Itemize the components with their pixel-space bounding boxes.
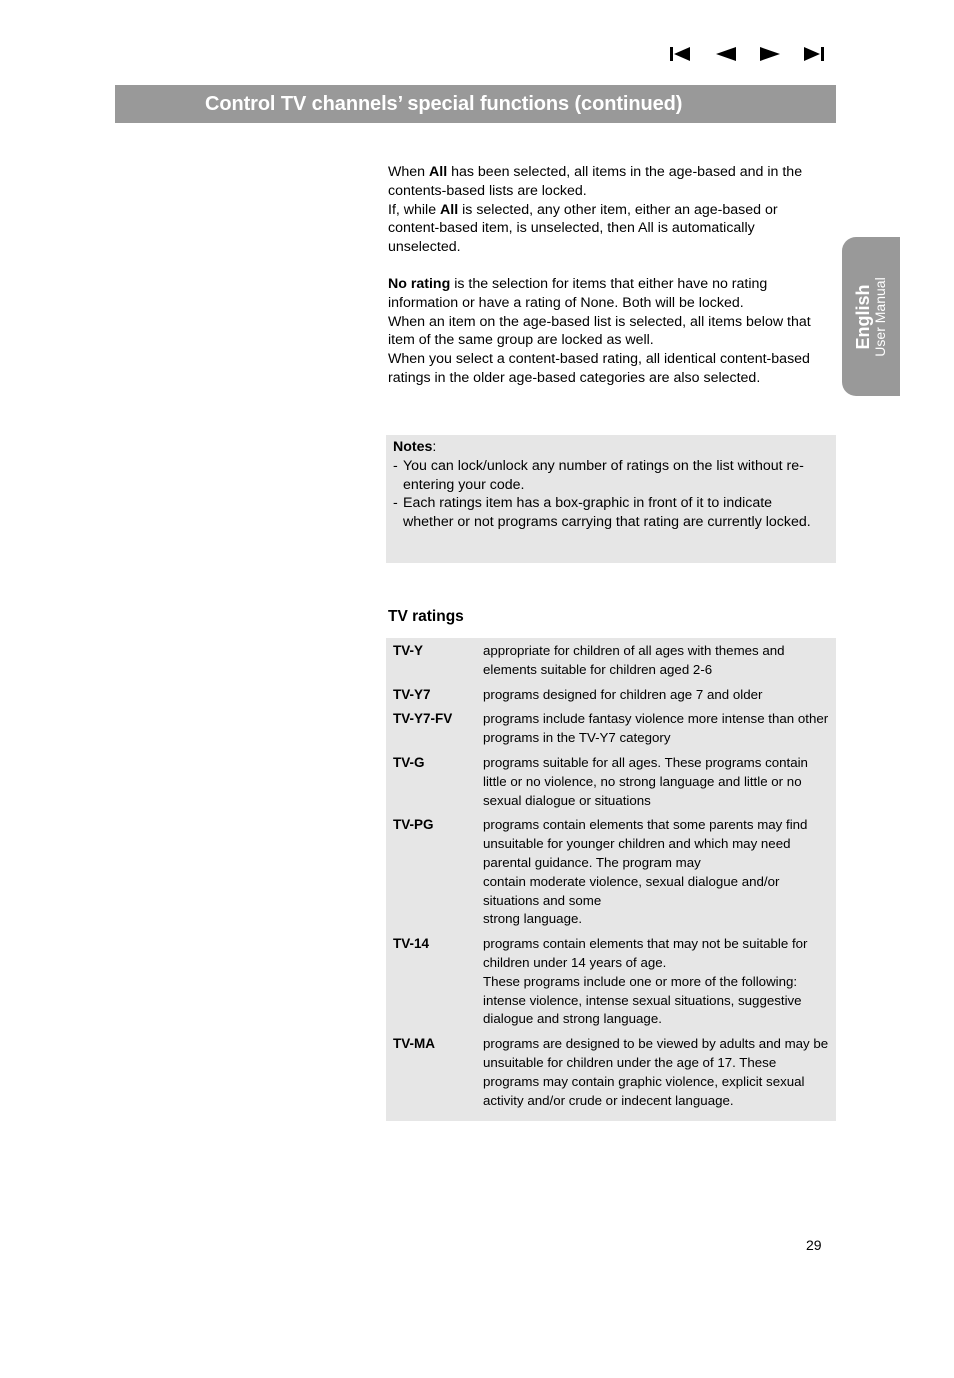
rating-description-line: programs suitable for all ages. These programs contain little or no violence, no strong language and little or no sexual dialogue or situations [483, 754, 808, 808]
no-rating-paragraph: No rating is the selection for items that either have no rating information or have a rating of None. Both will be locked. When an item on the age-based list is selected, all items below that item of the same group are locked as well. When you select a content-based rating, all identical content-based ratings in the older age-based categories are also selected. [388, 276, 811, 386]
note-text: Each ratings item has a box-graphic in front of it to indicate whether or not programs carrying that rating are currently locked. [403, 495, 811, 531]
rating-row [393, 710, 830, 748]
rating-row [393, 754, 830, 810]
tv-ratings-table [386, 638, 836, 1121]
notes-box: Notes: - You can lock/unlock any number of ratings on the list without re-entering your code. - Each ratings item has a box-graphic in front of it to indicate whether or not programs carrying that rating are currently locked. [386, 435, 836, 563]
language-label: English [853, 284, 873, 350]
all-term: All [429, 164, 448, 180]
rating-description-line: strong language. [483, 911, 583, 927]
previous-icon[interactable] [714, 42, 738, 66]
skip-to-first-icon[interactable] [668, 42, 692, 66]
note-item [393, 457, 822, 495]
next-icon[interactable] [758, 42, 782, 66]
rating-description [483, 642, 830, 680]
rating-row [393, 642, 830, 680]
all-selection-paragraph: When All has been selected, all items in the age-based and in the contents-based lists are locked. If, while All is selected, any other item, either an age-based or content-based item, is unselected, then All is automatically unselected. [388, 164, 803, 256]
rating-description [483, 686, 830, 705]
notes-list [393, 457, 822, 532]
rating-code: TV-Y7 [393, 686, 431, 702]
manual-label: User Manual [872, 277, 888, 357]
rating-row [393, 686, 830, 705]
notes-heading: Notes [393, 439, 433, 455]
rating-description [483, 710, 830, 748]
rating-row [393, 816, 830, 929]
page-navigation [668, 42, 830, 66]
rating-code: TV-Y [393, 643, 424, 658]
rating-description-line: These programs include one or more of the following: intense violence, intense sexual situations, suggestive dialogue and strong language. [483, 973, 802, 1027]
rating-code: TV-G [393, 754, 425, 770]
rating-description-line: programs contain elements that may not be suitable for children under 14 years of age. [483, 936, 808, 970]
rating-description [483, 1035, 830, 1110]
rating-description-line: programs designed for children age 7 and older [483, 686, 763, 702]
rating-description-line: appropriate for children of all ages with themes and elements suitable for children aged 2-6 [483, 643, 785, 677]
language-side-tab [842, 237, 900, 396]
rating-description-line: contain moderate violence, sexual dialogue and/or situations and some [483, 873, 780, 908]
rating-description-line: programs contain elements that some parents may find unsuitable for younger children and which may need parental guidance. The program may [483, 817, 808, 870]
rating-description [483, 754, 830, 810]
rating-description [483, 816, 830, 929]
rating-code: TV-MA [393, 1036, 435, 1052]
rating-row [393, 935, 830, 1029]
rating-description [483, 935, 830, 1029]
page-number: 29 [806, 1237, 822, 1253]
tv-ratings-title: TV ratings [388, 608, 464, 625]
all-term: All [440, 201, 459, 218]
rating-code: TV-Y7-FV [393, 711, 453, 727]
header-bar [115, 85, 836, 123]
note-bullet: - [393, 457, 398, 474]
no-rating-term: No rating [388, 276, 451, 292]
rating-row [393, 1035, 830, 1110]
note-text: You can lock/unlock any number of ratings on the list without re-entering your code. [403, 457, 804, 493]
skip-to-last-icon[interactable] [802, 42, 826, 66]
page-title: Control TV channels’ special functions (continued) [205, 93, 683, 115]
rating-description-line: programs are designed to be viewed by adults and may be unsuitable for children under the age of 17. These programs may contain graphic violence, explicit sexual activity and/or crude or indecent language. [483, 1036, 829, 1108]
note-item [393, 494, 822, 532]
rating-code: TV-14 [393, 936, 430, 952]
note-bullet: - [393, 495, 398, 512]
rating-code: TV-PG [393, 817, 434, 833]
rating-description-line: programs include fantasy violence more intense than other programs in the TV-Y7 category [483, 711, 829, 746]
